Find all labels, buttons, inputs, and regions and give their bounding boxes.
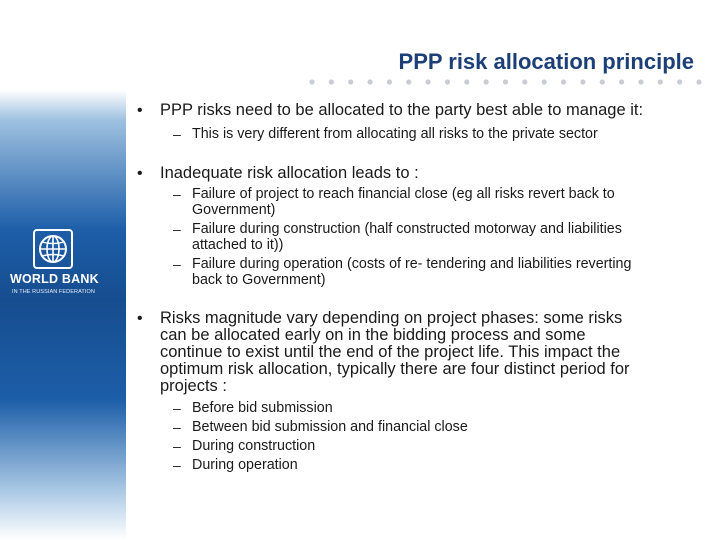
sub-bullet-text: This is very different from allocating all risks to the private sector [192,126,598,142]
bullet-text: projects : [160,377,227,395]
sub-bullet-text: During construction [192,438,316,454]
bullet-text: Inadequate risk allocation leads to : [160,164,419,182]
sub-bullet-text: Between bid submission and financial close [192,419,468,435]
sub-bullet-text: Failure of project to reach financial close (eg all risks revert back to [192,186,615,202]
sub-bullet-dash: – [173,438,181,454]
sub-bullet-dash: – [173,400,181,416]
sub-bullet-dash: – [173,221,181,237]
logo-subline: IN THE RUSSIAN FEDERATION [12,289,95,295]
bullet-text: optimum risk allocation, typically there are four distinct period for [160,360,630,378]
bullet-mark: • [137,310,143,327]
sub-bullet-text: back to Government) [192,272,326,288]
sub-bullet-text: Before bid submission [192,400,333,416]
sub-bullet-dash: – [173,126,181,142]
sub-bullet-text: Government) [192,202,276,218]
sub-bullet-text: Failure during construction (half constructed motorway and liabilities [192,221,622,237]
bullet-mark: • [137,102,143,119]
sub-bullet-dash: – [173,457,181,473]
sub-bullet-dash: – [173,419,181,435]
bullet-mark: • [137,165,143,182]
sub-bullet-text: During operation [192,457,298,473]
bullet-text: PPP risks need to be allocated to the party best able to manage it: [160,101,644,119]
bullet-text: can be allocated early on in the bidding process and some [160,326,586,344]
bullet-text: continue to exist until the end of the project life. This impact the [160,343,621,361]
logo-wordmark: WORLD BANK [10,272,99,286]
sub-bullet-dash: – [173,186,181,202]
slide-title: PPP risk allocation principle [398,49,694,74]
sub-bullet-text: Failure during operation (costs of re- tendering and liabilities reverting [192,256,632,272]
sub-bullet-dash: – [173,256,181,272]
bullet-text: Risks magnitude vary depending on project phases: some risks [160,309,623,327]
sub-bullet-text: attached to it)) [192,237,284,253]
